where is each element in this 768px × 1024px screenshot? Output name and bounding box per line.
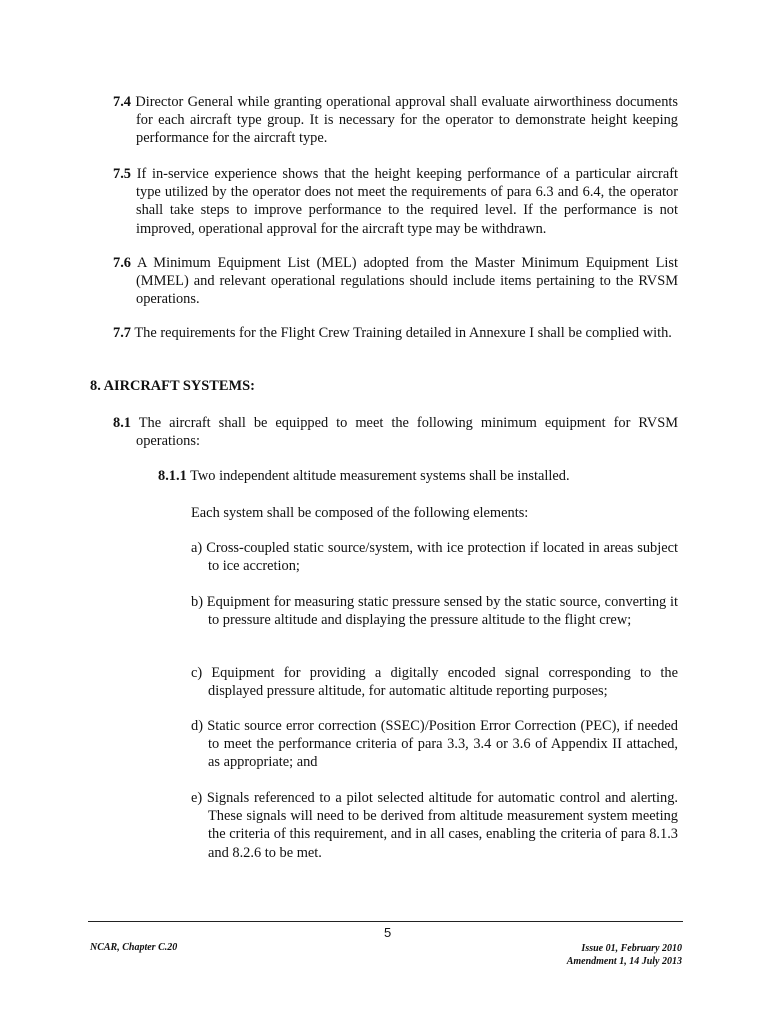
paragraph-text: The aircraft shall be equipped to meet the following minimum equipment for RVSM operations: xyxy=(136,415,679,450)
elements-intro: Each system shall be composed of the following elements: xyxy=(191,505,529,521)
list-item-e: e) Signals referenced to a pilot selected altitude for automatic control and alerting. These signals will need to be derived from altitude measurement system meeting the criteria of this requirement, and in all cases, enabling the criteria of para 8.1.3 and 8.2.6 to be met. xyxy=(191,790,678,861)
paragraph-text: Director General while granting operational approval shall evaluate airworthiness documents for each aircraft type group. It is necessary for the operator to demonstrate height keeping performance for the aircraft type. xyxy=(135,94,678,147)
paragraph-number: 8.1.1 xyxy=(158,468,187,484)
page-number: 5 xyxy=(384,925,392,940)
paragraph-number: 8.1 xyxy=(113,415,131,431)
list-item-b: b) Equipment for measuring static pressure sensed by the static source, converting it to pressure altitude and displaying the pressure altitude to the flight crew; xyxy=(191,594,678,629)
list-item-a: a) Cross-coupled static source/system, with ice protection if located in areas subject to ice accretion; xyxy=(191,540,678,575)
paragraph-number: 7.4 xyxy=(113,94,131,110)
footer-issue-info xyxy=(567,942,682,968)
paragraph-text: A Minimum Equipment List (MEL) adopted from the Master Minimum Equipment List (MMEL) and relevant operational regulations should include items pertaining to the RVSM operations. xyxy=(136,255,678,308)
paragraph-text: Two independent altitude measurement systems shall be installed. xyxy=(190,468,570,484)
footer-document-ref: NCAR, Chapter C.20 xyxy=(90,942,178,953)
footer-divider xyxy=(88,921,683,922)
paragraph-number: 7.5 xyxy=(113,166,131,182)
paragraph-7-5 xyxy=(113,165,678,238)
paragraph-7-6 xyxy=(113,254,678,309)
paragraph-number: 7.7 xyxy=(113,325,131,341)
paragraph-text: The requirements for the Flight Crew Training detailed in Annexure I shall be complied with. xyxy=(134,325,672,341)
section-heading-aircraft-systems: 8. AIRCRAFT SYSTEMS: xyxy=(90,378,255,394)
footer-issue: Issue 01, February 2010 xyxy=(581,943,682,954)
list-item-c: c) Equipment for providing a digitally encoded signal corresponding to the displayed pressure altitude, for automatic altitude reporting purposes; xyxy=(191,665,678,700)
list-item-d: d) Static source error correction (SSEC)/Position Error Correction (PEC), if needed to meet the performance criteria of para 3.3, 3.4 or 3.6 of Appendix II attached, as appropriate; and xyxy=(191,718,678,771)
paragraph-text: If in-service experience shows that the height keeping performance of a particular aircraft type utilized by the operator does not meet the requirements of para 6.3 and 6.4, the operator shall take steps to improve performance to the required level. If the performance is not improved, operational approval for the aircraft type may be withdrawn. xyxy=(136,166,678,237)
paragraph-7-7 xyxy=(113,324,678,342)
paragraph-7-4 xyxy=(113,93,678,148)
paragraph-number: 7.6 xyxy=(113,255,131,271)
footer-amendment: Amendment 1, 14 July 2013 xyxy=(566,956,682,967)
paragraph-8-1 xyxy=(113,414,678,450)
paragraph-8-1-1 xyxy=(158,467,678,485)
